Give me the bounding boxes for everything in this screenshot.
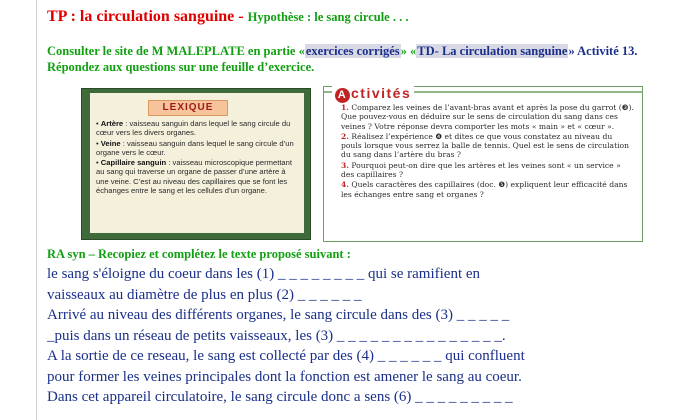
consult-part2: » « [400, 44, 417, 58]
lexique-entry: • Artère : vaisseau sanguin dans lequel le sang circule du cœur vers les divers organes. [96, 119, 291, 138]
text-line: le sang s'éloigne du coeur dans les (1) _ _ _ _ _ _ _ _ qui se ramifient en [47, 266, 481, 282]
lexique-entry: • Veine : vaisseau sanguin dans lequel le sang circule d’un organe vers le cœur. [96, 138, 294, 157]
link-exercices-corriges[interactable]: exercices corrigés [305, 44, 400, 58]
text-line: A la sortie de ce reseau, le sang est collecté par des (4) _ _ _ _ _ _ qui confluent [47, 348, 525, 364]
lexique-definition: : vaisseau sanguin dans lequel le sang circule d’un organe vers le cœur. [96, 138, 294, 157]
hypothesis-text: Hypothèse : le sang circule . . . [247, 10, 409, 24]
activity-item [341, 161, 634, 180]
ra-syn-heading: RA syn – Recopiez et complétez le texte proposé suivant : [47, 247, 351, 261]
consult-instructions [47, 44, 652, 75]
lexique-title: LEXIQUE [148, 100, 228, 116]
lexique-box [81, 88, 311, 240]
lexique-entry: • Capillaire sanguin : vaisseau microscopique permettant au sang qui traverse un organe de passer d’une artère à une veine. C’est au niveau des capillaires que se font les échanges entre le sang et les cellules d’un organe. [96, 158, 292, 196]
page-title [47, 8, 408, 26]
text-line: Arrivé au niveau des différents organes, le sang circule dans des (3) _ _ _ _ _ [47, 307, 510, 323]
lexique-inner [90, 93, 304, 233]
activity-text: Comparez les veines de l’avant-bras avant et après la pose du garrot (❸). Que pouvez-vous en déduire sur le sens de circulation du sang dans ces veines ? Votre réponse devra comporter les mots « main » et « cœur ». [341, 103, 634, 131]
consult-part4: Répondez aux questions sur une feuille d’exercice. [47, 59, 315, 74]
link-td-circulation[interactable]: TD- La circulation sanguine [417, 44, 568, 58]
lexique-term: Veine [100, 138, 121, 148]
activity-number: 4. [341, 180, 349, 190]
text-line: vaisseaux au diamètre de plus en plus (2) _ _ _ _ _ _ [47, 286, 362, 303]
lexique-text [96, 119, 300, 196]
activites-title [332, 84, 414, 102]
text-line: pour former les veines principales dont la fonction est amener le sang au coeur. [47, 368, 522, 385]
activity-text: Réalisez l’expérience ❹ et dites ce que vous constatez au niveau du pouls lorsque vous serrez la balle de tennis. Quel est le sens de circulation du sang dans l’artère du bras ? [341, 131, 630, 160]
activity-number: 1. [341, 103, 349, 112]
lexique-term: Artère [100, 119, 124, 128]
activity-item [341, 180, 634, 199]
title-separator: - [234, 8, 248, 25]
activity-number: 2. [341, 131, 349, 141]
activites-title-initial: A [335, 88, 350, 103]
activites-title-text: ctivités [351, 85, 412, 101]
activity-number: 3. [341, 160, 349, 170]
consult-part1: Consulter le site de M MALEPLATE en partie « [47, 44, 305, 58]
activites-text [341, 103, 634, 200]
activites-box [323, 86, 643, 242]
activity-item [341, 103, 634, 131]
text-line: Dans cet appareil circulatoire, le sang circule donc a sens (6) _ _ _ _ _ _ _ _ _ [47, 389, 513, 405]
activity-item [341, 132, 634, 160]
consult-part3: » Activité 13. [568, 44, 638, 58]
lexique-definition: : vaisseau sanguin dans lequel le sang circule du cœur vers les divers organes. [96, 119, 291, 138]
title-text: TP : la circulation sanguine [47, 8, 235, 25]
activity-text: Pourquoi peut-on dire que les artères et les veines sont « un service » des capillaires ? [341, 160, 621, 180]
fill-in-text [47, 264, 647, 408]
lexique-term: Capillaire sanguin [100, 158, 167, 168]
text-line: _puis dans un réseau de petits vaisseaux, les (3) _ _ _ _ _ _ _ _ _ _ _ _ _ _ _. [47, 327, 506, 344]
document-page [36, 0, 657, 420]
lexique-definition: : vaisseau microscopique permettant au sang qui traverse un organe de passer d’une artère à une veine. C’est au niveau des capillaires que se font les échanges entre le sang et les cellules d’un organe. [96, 158, 292, 196]
activity-text: Quels caractères des capillaires (doc. ❺) expliquent leur efficacité dans les échanges entre sang et organes ? [341, 180, 628, 199]
